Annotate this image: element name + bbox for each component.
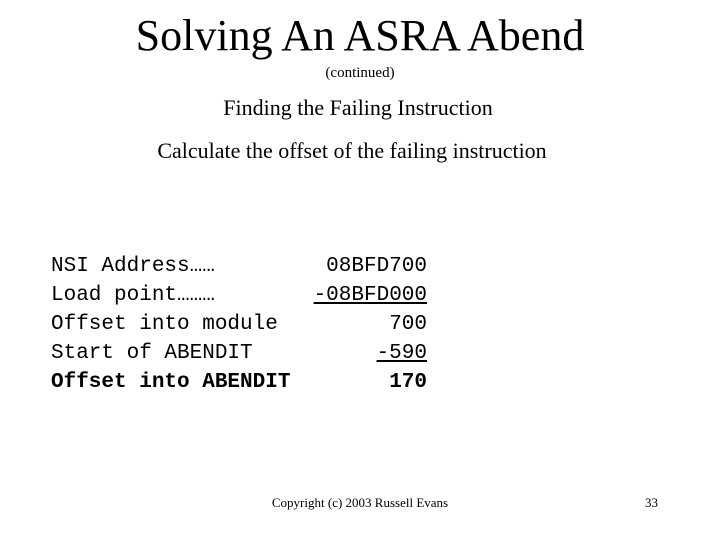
instruction-text: Calculate the offset of the failing instruction xyxy=(157,138,547,163)
slide-subtitle: (continued) xyxy=(325,65,395,81)
calc-value: -08BFD000 xyxy=(313,284,427,307)
calc-label: NSI Address…… xyxy=(51,255,215,278)
calc-row-start-of-abendit xyxy=(51,339,427,368)
calc-label: Load point……… xyxy=(51,284,215,307)
offset-calculation xyxy=(51,252,427,397)
calc-row-nsi-address xyxy=(51,252,427,281)
calc-value: 08BFD700 xyxy=(326,255,427,278)
calc-row-offset-into-module xyxy=(51,310,427,339)
calc-value: 170 xyxy=(389,371,427,394)
slide-title: Solving An ASRA Abend xyxy=(135,11,585,60)
copyright-footer: Copyright (c) 2003 Russell Evans xyxy=(271,495,449,510)
calc-label: Offset into ABENDIT xyxy=(51,371,291,394)
section-heading: Finding the Failing Instruction xyxy=(223,95,493,120)
calc-row-load-point xyxy=(51,281,427,310)
calc-label: Offset into module xyxy=(51,313,278,336)
calc-row-offset-into-abendit xyxy=(51,368,427,397)
calc-value: 700 xyxy=(389,313,427,336)
page-number: 33 xyxy=(645,495,658,510)
calc-value: -590 xyxy=(376,342,427,365)
calc-label: Start of ABENDIT xyxy=(51,342,253,365)
